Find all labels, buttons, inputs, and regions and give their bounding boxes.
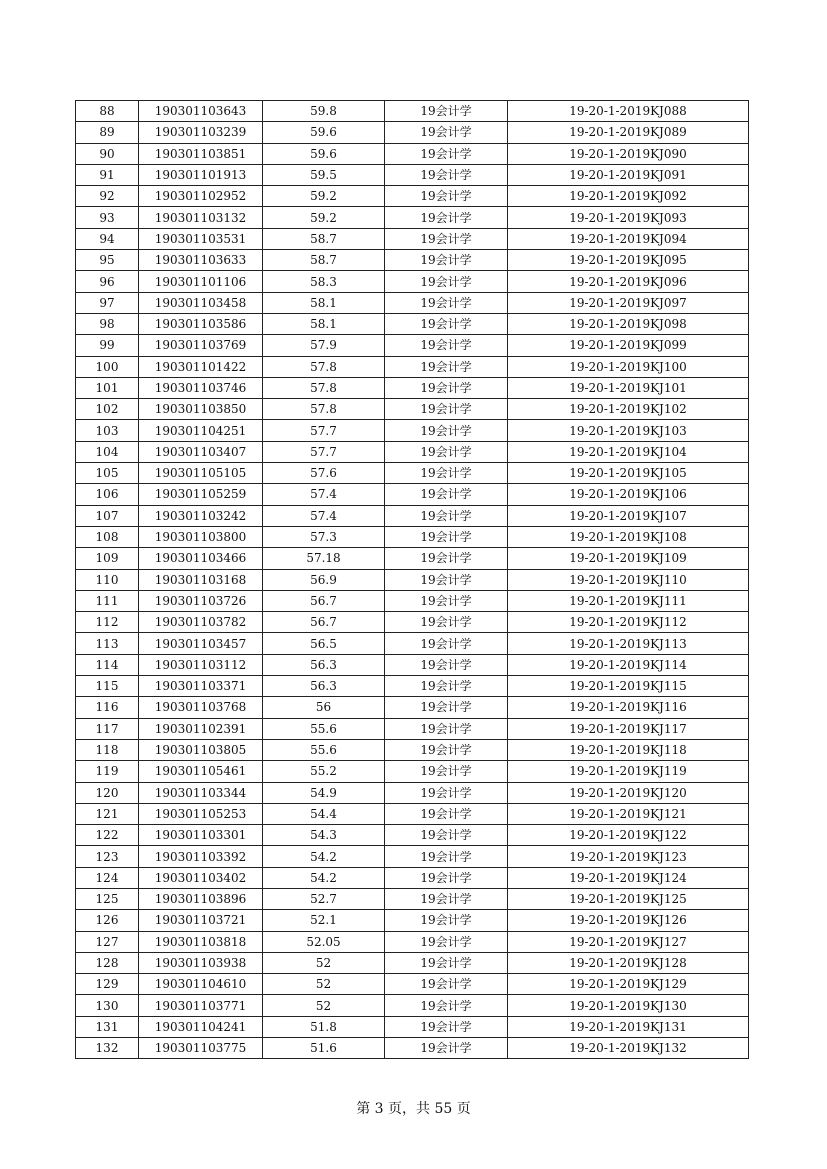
student-id-cell: 190301103531 (139, 228, 263, 249)
code-cell: 19-20-1-2019KJ101 (508, 377, 749, 398)
score-cell: 52 (263, 974, 385, 995)
code-cell: 19-20-1-2019KJ113 (508, 633, 749, 654)
table-row (76, 207, 749, 228)
table-row (76, 186, 749, 207)
rank-cell: 90 (76, 143, 139, 164)
rank-cell: 92 (76, 186, 139, 207)
class-cell: 19会计学 (385, 420, 508, 441)
class-cell: 19会计学 (385, 399, 508, 420)
class-cell: 19会计学 (385, 505, 508, 526)
rank-cell: 101 (76, 377, 139, 398)
student-id-cell: 190301103168 (139, 569, 263, 590)
score-cell: 57.3 (263, 526, 385, 547)
table-row (76, 590, 749, 611)
student-id-cell: 190301103392 (139, 846, 263, 867)
rank-cell: 97 (76, 292, 139, 313)
student-id-cell: 190301103132 (139, 207, 263, 228)
rank-cell: 122 (76, 825, 139, 846)
rank-cell: 128 (76, 952, 139, 973)
score-cell: 59.6 (263, 143, 385, 164)
student-id-cell: 190301103800 (139, 526, 263, 547)
code-cell: 19-20-1-2019KJ094 (508, 228, 749, 249)
table-row (76, 569, 749, 590)
table-row (76, 441, 749, 462)
class-cell: 19会计学 (385, 164, 508, 185)
table-row (76, 164, 749, 185)
rank-cell: 132 (76, 1038, 139, 1059)
rank-cell: 105 (76, 463, 139, 484)
score-cell: 57.8 (263, 377, 385, 398)
student-id-cell: 190301105105 (139, 463, 263, 484)
rank-cell: 99 (76, 335, 139, 356)
rank-cell: 120 (76, 782, 139, 803)
score-cell: 51.6 (263, 1038, 385, 1059)
student-id-cell: 190301103726 (139, 590, 263, 611)
student-id-cell: 190301103239 (139, 122, 263, 143)
score-table (75, 100, 749, 1059)
code-cell: 19-20-1-2019KJ104 (508, 441, 749, 462)
score-cell: 52 (263, 952, 385, 973)
student-id-cell: 190301104241 (139, 1016, 263, 1037)
code-cell: 19-20-1-2019KJ131 (508, 1016, 749, 1037)
table-row (76, 420, 749, 441)
table-row (76, 782, 749, 803)
code-cell: 19-20-1-2019KJ092 (508, 186, 749, 207)
code-cell: 19-20-1-2019KJ125 (508, 888, 749, 909)
class-cell: 19会计学 (385, 101, 508, 122)
score-cell: 57.8 (263, 399, 385, 420)
student-id-cell: 190301103457 (139, 633, 263, 654)
rank-cell: 121 (76, 803, 139, 824)
table-row (76, 633, 749, 654)
class-cell: 19会计学 (385, 739, 508, 760)
student-id-cell: 190301103458 (139, 292, 263, 313)
rank-cell: 123 (76, 846, 139, 867)
student-id-cell: 190301103633 (139, 250, 263, 271)
rank-cell: 115 (76, 676, 139, 697)
rank-cell: 110 (76, 569, 139, 590)
class-cell: 19会计学 (385, 995, 508, 1016)
score-cell: 55.6 (263, 739, 385, 760)
code-cell: 19-20-1-2019KJ126 (508, 910, 749, 931)
rank-cell: 116 (76, 697, 139, 718)
score-cell: 59.5 (263, 164, 385, 185)
table-row (76, 356, 749, 377)
score-cell: 56.3 (263, 654, 385, 675)
score-cell: 58.7 (263, 228, 385, 249)
student-id-cell: 190301103771 (139, 995, 263, 1016)
score-cell: 52.1 (263, 910, 385, 931)
table-row (76, 931, 749, 952)
rank-cell: 125 (76, 888, 139, 909)
score-cell: 52 (263, 995, 385, 1016)
code-cell: 19-20-1-2019KJ111 (508, 590, 749, 611)
class-cell: 19会计学 (385, 590, 508, 611)
code-cell: 19-20-1-2019KJ110 (508, 569, 749, 590)
table-row (76, 122, 749, 143)
score-cell: 59.2 (263, 207, 385, 228)
code-cell: 19-20-1-2019KJ119 (508, 761, 749, 782)
class-cell: 19会计学 (385, 952, 508, 973)
score-cell: 56.5 (263, 633, 385, 654)
rank-cell: 109 (76, 548, 139, 569)
student-id-cell: 190301104251 (139, 420, 263, 441)
table-row (76, 867, 749, 888)
student-id-cell: 190301103112 (139, 654, 263, 675)
table-row (76, 612, 749, 633)
table-row (76, 846, 749, 867)
rank-cell: 96 (76, 271, 139, 292)
table-row (76, 761, 749, 782)
class-cell: 19会计学 (385, 782, 508, 803)
score-cell: 58.1 (263, 313, 385, 334)
class-cell: 19会计学 (385, 441, 508, 462)
rank-cell: 113 (76, 633, 139, 654)
code-cell: 19-20-1-2019KJ093 (508, 207, 749, 228)
class-cell: 19会计学 (385, 207, 508, 228)
class-cell: 19会计学 (385, 718, 508, 739)
code-cell: 19-20-1-2019KJ116 (508, 697, 749, 718)
score-cell: 58.7 (263, 250, 385, 271)
code-cell: 19-20-1-2019KJ097 (508, 292, 749, 313)
student-id-cell: 190301105461 (139, 761, 263, 782)
student-id-cell: 190301105253 (139, 803, 263, 824)
student-id-cell: 190301101422 (139, 356, 263, 377)
score-cell: 55.6 (263, 718, 385, 739)
table-row (76, 739, 749, 760)
student-id-cell: 190301103643 (139, 101, 263, 122)
code-cell: 19-20-1-2019KJ106 (508, 484, 749, 505)
code-cell: 19-20-1-2019KJ114 (508, 654, 749, 675)
code-cell: 19-20-1-2019KJ122 (508, 825, 749, 846)
table-row (76, 313, 749, 334)
class-cell: 19会计学 (385, 313, 508, 334)
rank-cell: 104 (76, 441, 139, 462)
table-row (76, 250, 749, 271)
code-cell: 19-20-1-2019KJ099 (508, 335, 749, 356)
score-cell: 54.2 (263, 846, 385, 867)
rank-cell: 114 (76, 654, 139, 675)
code-cell: 19-20-1-2019KJ096 (508, 271, 749, 292)
table-row (76, 271, 749, 292)
rank-cell: 117 (76, 718, 139, 739)
rank-cell: 108 (76, 526, 139, 547)
student-id-cell: 190301103371 (139, 676, 263, 697)
student-id-cell: 190301103402 (139, 867, 263, 888)
table-row (76, 974, 749, 995)
rank-cell: 100 (76, 356, 139, 377)
class-cell: 19会计学 (385, 761, 508, 782)
code-cell: 19-20-1-2019KJ130 (508, 995, 749, 1016)
rank-cell: 130 (76, 995, 139, 1016)
class-cell: 19会计学 (385, 846, 508, 867)
table-row (76, 995, 749, 1016)
student-id-cell: 190301104610 (139, 974, 263, 995)
table-row (76, 910, 749, 931)
class-cell: 19会计学 (385, 463, 508, 484)
table-row (76, 825, 749, 846)
score-cell: 56.9 (263, 569, 385, 590)
score-cell: 59.6 (263, 122, 385, 143)
score-cell: 56.7 (263, 612, 385, 633)
score-cell: 57.7 (263, 420, 385, 441)
table-row (76, 526, 749, 547)
class-cell: 19会计学 (385, 803, 508, 824)
score-cell: 54.9 (263, 782, 385, 803)
class-cell: 19会计学 (385, 974, 508, 995)
score-cell: 56 (263, 697, 385, 718)
student-id-cell: 190301103769 (139, 335, 263, 356)
score-cell: 57.8 (263, 356, 385, 377)
table-row (76, 803, 749, 824)
code-cell: 19-20-1-2019KJ100 (508, 356, 749, 377)
student-id-cell: 190301103768 (139, 697, 263, 718)
table-row (76, 143, 749, 164)
page-footer: 第 3 页，共 55 页 (356, 1101, 471, 1117)
class-cell: 19会计学 (385, 1016, 508, 1037)
code-cell: 19-20-1-2019KJ118 (508, 739, 749, 760)
code-cell: 19-20-1-2019KJ098 (508, 313, 749, 334)
rank-cell: 118 (76, 739, 139, 760)
code-cell: 19-20-1-2019KJ102 (508, 399, 749, 420)
table-row (76, 718, 749, 739)
table-row (76, 484, 749, 505)
class-cell: 19会计学 (385, 186, 508, 207)
code-cell: 19-20-1-2019KJ117 (508, 718, 749, 739)
class-cell: 19会计学 (385, 612, 508, 633)
table-row (76, 676, 749, 697)
class-cell: 19会计学 (385, 867, 508, 888)
score-cell: 57.6 (263, 463, 385, 484)
rank-cell: 91 (76, 164, 139, 185)
score-cell: 54.3 (263, 825, 385, 846)
code-cell: 19-20-1-2019KJ121 (508, 803, 749, 824)
table-row (76, 952, 749, 973)
code-cell: 19-20-1-2019KJ115 (508, 676, 749, 697)
code-cell: 19-20-1-2019KJ127 (508, 931, 749, 952)
score-cell: 58.1 (263, 292, 385, 313)
table-row (76, 697, 749, 718)
table-row (76, 228, 749, 249)
code-cell: 19-20-1-2019KJ132 (508, 1038, 749, 1059)
class-cell: 19会计学 (385, 569, 508, 590)
code-cell: 19-20-1-2019KJ091 (508, 164, 749, 185)
student-id-cell: 190301101913 (139, 164, 263, 185)
class-cell: 19会计学 (385, 271, 508, 292)
rank-cell: 103 (76, 420, 139, 441)
code-cell: 19-20-1-2019KJ095 (508, 250, 749, 271)
code-cell: 19-20-1-2019KJ103 (508, 420, 749, 441)
class-cell: 19会计学 (385, 825, 508, 846)
score-cell: 54.4 (263, 803, 385, 824)
rank-cell: 94 (76, 228, 139, 249)
rank-cell: 127 (76, 931, 139, 952)
student-id-cell: 190301103721 (139, 910, 263, 931)
student-id-cell: 190301103407 (139, 441, 263, 462)
table-row (76, 654, 749, 675)
rank-cell: 126 (76, 910, 139, 931)
score-cell: 56.7 (263, 590, 385, 611)
class-cell: 19会计学 (385, 548, 508, 569)
student-id-cell: 190301103301 (139, 825, 263, 846)
student-id-cell: 190301103746 (139, 377, 263, 398)
score-cell: 52.7 (263, 888, 385, 909)
table-row (76, 463, 749, 484)
class-cell: 19会计学 (385, 1038, 508, 1059)
score-cell: 57.4 (263, 484, 385, 505)
student-id-cell: 190301103242 (139, 505, 263, 526)
code-cell: 19-20-1-2019KJ129 (508, 974, 749, 995)
score-cell: 58.3 (263, 271, 385, 292)
rank-cell: 98 (76, 313, 139, 334)
class-cell: 19会计学 (385, 377, 508, 398)
rank-cell: 111 (76, 590, 139, 611)
class-cell: 19会计学 (385, 228, 508, 249)
table-row (76, 101, 749, 122)
rank-cell: 112 (76, 612, 139, 633)
student-id-cell: 190301103938 (139, 952, 263, 973)
class-cell: 19会计学 (385, 654, 508, 675)
student-id-cell: 190301102952 (139, 186, 263, 207)
class-cell: 19会计学 (385, 335, 508, 356)
class-cell: 19会计学 (385, 888, 508, 909)
code-cell: 19-20-1-2019KJ089 (508, 122, 749, 143)
student-id-cell: 190301102391 (139, 718, 263, 739)
table-row (76, 335, 749, 356)
rank-cell: 88 (76, 101, 139, 122)
score-cell: 55.2 (263, 761, 385, 782)
student-id-cell: 190301103775 (139, 1038, 263, 1059)
student-id-cell: 190301103818 (139, 931, 263, 952)
table-row (76, 1038, 749, 1059)
student-id-cell: 190301103850 (139, 399, 263, 420)
rank-cell: 129 (76, 974, 139, 995)
rank-cell: 119 (76, 761, 139, 782)
table-row (76, 1016, 749, 1037)
code-cell: 19-20-1-2019KJ124 (508, 867, 749, 888)
code-cell: 19-20-1-2019KJ120 (508, 782, 749, 803)
student-id-cell: 190301103344 (139, 782, 263, 803)
class-cell: 19会计学 (385, 250, 508, 271)
class-cell: 19会计学 (385, 676, 508, 697)
score-cell: 51.8 (263, 1016, 385, 1037)
student-id-cell: 190301101106 (139, 271, 263, 292)
class-cell: 19会计学 (385, 697, 508, 718)
code-cell: 19-20-1-2019KJ123 (508, 846, 749, 867)
score-cell: 54.2 (263, 867, 385, 888)
student-id-cell: 190301103805 (139, 739, 263, 760)
student-id-cell: 190301105259 (139, 484, 263, 505)
score-cell: 57.7 (263, 441, 385, 462)
student-id-cell: 190301103586 (139, 313, 263, 334)
rank-cell: 89 (76, 122, 139, 143)
class-cell: 19会计学 (385, 931, 508, 952)
code-cell: 19-20-1-2019KJ107 (508, 505, 749, 526)
student-id-cell: 190301103896 (139, 888, 263, 909)
code-cell: 19-20-1-2019KJ128 (508, 952, 749, 973)
rank-cell: 93 (76, 207, 139, 228)
rank-cell: 102 (76, 399, 139, 420)
class-cell: 19会计学 (385, 484, 508, 505)
code-cell: 19-20-1-2019KJ088 (508, 101, 749, 122)
student-id-cell: 190301103851 (139, 143, 263, 164)
table-row (76, 292, 749, 313)
code-cell: 19-20-1-2019KJ090 (508, 143, 749, 164)
score-cell: 59.8 (263, 101, 385, 122)
student-id-cell: 190301103466 (139, 548, 263, 569)
code-cell: 19-20-1-2019KJ109 (508, 548, 749, 569)
class-cell: 19会计学 (385, 356, 508, 377)
rank-cell: 107 (76, 505, 139, 526)
table-row (76, 505, 749, 526)
class-cell: 19会计学 (385, 292, 508, 313)
code-cell: 19-20-1-2019KJ112 (508, 612, 749, 633)
class-cell: 19会计学 (385, 143, 508, 164)
rank-cell: 95 (76, 250, 139, 271)
code-cell: 19-20-1-2019KJ105 (508, 463, 749, 484)
code-cell: 19-20-1-2019KJ108 (508, 526, 749, 547)
score-cell: 57.4 (263, 505, 385, 526)
score-cell: 56.3 (263, 676, 385, 697)
class-cell: 19会计学 (385, 633, 508, 654)
class-cell: 19会计学 (385, 122, 508, 143)
table-row (76, 399, 749, 420)
table-row (76, 377, 749, 398)
rank-cell: 124 (76, 867, 139, 888)
score-cell: 57.9 (263, 335, 385, 356)
score-cell: 59.2 (263, 186, 385, 207)
table-row (76, 888, 749, 909)
score-cell: 52.05 (263, 931, 385, 952)
score-table-body (76, 101, 749, 1059)
score-cell: 57.18 (263, 548, 385, 569)
table-row (76, 548, 749, 569)
student-id-cell: 190301103782 (139, 612, 263, 633)
class-cell: 19会计学 (385, 910, 508, 931)
rank-cell: 131 (76, 1016, 139, 1037)
rank-cell: 106 (76, 484, 139, 505)
class-cell: 19会计学 (385, 526, 508, 547)
